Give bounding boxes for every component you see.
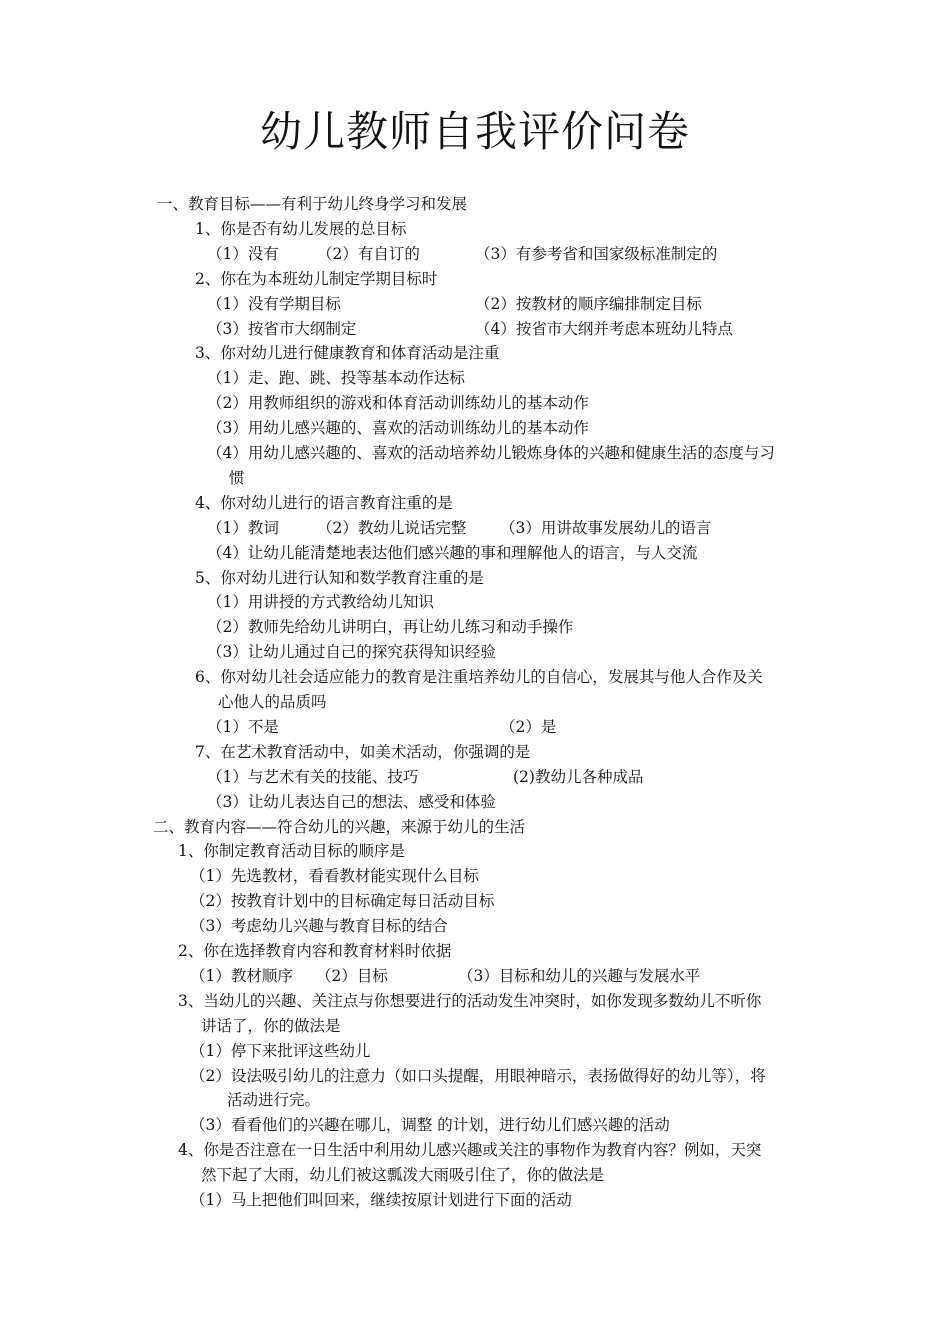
line-text: 7、在艺术教育活动中，如美术活动，你强调的是 — [195, 742, 531, 761]
text-line — [207, 242, 930, 267]
line-text: 2、你在选择教育内容和教育材料时依据 — [178, 942, 452, 960]
line-text: 2、你在为本班幼儿制定学期目标时 — [195, 269, 438, 288]
line-text: （2）设法吸引幼儿的注意力（如口头提醒，用眼神暗示，表扬做得好的幼儿等），将 — [190, 1066, 766, 1085]
text-line — [190, 914, 930, 939]
line-text: 二、教育内容——符合幼儿的兴趣，来源于幼儿的生活 — [153, 817, 526, 836]
text-line — [207, 391, 930, 416]
text-line — [229, 466, 930, 491]
line-text: 1、你是否有幼儿发展的总目标 — [195, 219, 407, 238]
option-text: （3）用讲故事发展幼儿的语言 — [500, 518, 712, 537]
line-text: 讲话了，你的做法是 — [201, 1016, 341, 1035]
text-line — [195, 217, 930, 242]
option-text: （2）按教材的顺序编排制定目标 — [475, 294, 702, 313]
text-line — [195, 740, 930, 765]
option-text: （3）目标和幼儿的兴趣与发展水平 — [458, 966, 701, 985]
line-text: （1）不是 — [207, 717, 279, 736]
text-line — [178, 939, 930, 964]
line-text: 活动进行完。 — [227, 1091, 321, 1110]
text-line — [190, 1113, 930, 1138]
option-text: （2）教幼儿说话完整 — [317, 518, 467, 537]
line-text: （3）看看他们的兴趣在哪儿，调整 的计划，进行幼儿们感兴趣的活动 — [190, 1116, 670, 1135]
text-line — [207, 590, 930, 615]
text-line — [190, 889, 930, 914]
text-line — [195, 566, 930, 591]
line-text: （1）先选教材，看看教材能实现什么目标 — [190, 867, 479, 886]
line-text: 一、教育目标——有利于幼儿终身学习和发展 — [157, 195, 468, 213]
line-text: 3、当幼儿的兴趣、关注点与你想要进行的活动发生冲突时，如你发现多数幼儿不听你 — [178, 991, 762, 1010]
text-line — [178, 989, 930, 1014]
line-text: 5、你对幼儿进行认知和数学教育注重的是 — [195, 568, 484, 587]
text-line — [153, 815, 930, 840]
line-text: 6、你对幼儿社会适应能力的教育是注重培养幼儿的自信心，发展其与他人合作及关 — [195, 668, 763, 687]
text-line — [190, 1188, 930, 1213]
text-line — [207, 292, 930, 317]
line-text: 4、你是否注意在一日生活中利用幼儿感兴趣或关注的事物作为教育内容？例如，天突 — [178, 1141, 762, 1160]
text-line — [178, 1138, 930, 1163]
line-text: （2）教师先给幼儿讲明白，再让幼儿练习和动手操作 — [207, 618, 574, 637]
text-line — [190, 1039, 930, 1064]
text-line — [207, 441, 930, 466]
option-text: （2）目标 — [316, 966, 388, 985]
option-text: （3）有参考省和国家级标准制定的 — [475, 244, 718, 263]
line-text: （4）用幼儿感兴趣的、喜欢的活动培养幼儿锻炼身体的兴趣和健康生活的态度与习 — [207, 444, 775, 462]
text-line — [207, 416, 930, 441]
text-line — [195, 491, 930, 516]
page-title: 幼儿教师自我评价问卷 — [259, 107, 690, 156]
line-text: （3）让幼儿表达自己的想法、感受和体验 — [207, 792, 496, 811]
line-text: 惯 — [229, 468, 245, 487]
option-text: (2)教幼儿各种成品 — [513, 767, 644, 786]
line-text: （3）按省市大纲制定 — [207, 319, 357, 338]
line-text: （1）马上把他们叫回来，继续按原计划进行下面的活动 — [190, 1191, 572, 1209]
text-line — [190, 1064, 930, 1089]
option-text: （2）有自订的 — [317, 244, 420, 263]
line-text: （1）与艺术有关的技能、技巧 — [207, 767, 419, 786]
text-line — [218, 690, 930, 715]
text-line — [207, 317, 930, 342]
line-text: 心他人的品质吗 — [218, 693, 327, 711]
line-text: （3）用幼儿感兴趣的、喜欢的活动训练幼儿的基本动作 — [207, 419, 589, 438]
line-text: （1）走、跑、跳、投等基本动作达标 — [207, 369, 465, 388]
line-text: 3、你对幼儿进行健康教育和体育活动是注重 — [195, 344, 500, 363]
line-text: （1）没有学期目标 — [207, 294, 341, 313]
text-line — [207, 366, 930, 391]
text-line — [227, 1088, 930, 1113]
text-line — [195, 267, 930, 292]
line-text: （1）教材顺序 — [190, 966, 293, 985]
line-text: （2）按教育计划中的目标确定每日活动目标 — [190, 892, 495, 911]
text-line — [201, 1163, 930, 1188]
text-line — [157, 192, 930, 217]
text-line — [190, 964, 930, 989]
text-line — [207, 541, 930, 566]
line-text: （2）用教师组织的游戏和体育活动训练幼儿的基本动作 — [207, 394, 589, 413]
line-text: （1）教词 — [207, 518, 279, 537]
line-text: 然下起了大雨，幼儿们被这瓢泼大雨吸引住了，你的做法是 — [201, 1166, 605, 1185]
text-line — [178, 839, 930, 864]
option-text: （4）按省市大纲并考虑本班幼儿特点 — [475, 319, 733, 338]
text-line — [207, 615, 930, 640]
line-text: （3）让幼儿通过自己的探究获得知识经验 — [207, 643, 496, 662]
line-text: 1、你制定教育活动目标的顺序是 — [178, 842, 405, 861]
text-line — [195, 341, 930, 366]
text-line — [207, 790, 930, 815]
line-text: （1）用讲授的方式教给幼儿知识 — [207, 593, 434, 612]
line-text: （3）考虑幼儿兴趣与教育目标的结合 — [190, 917, 448, 936]
text-line — [207, 715, 930, 740]
line-text: （1）停下来批评这些幼儿 — [190, 1041, 371, 1060]
text-line — [195, 665, 930, 690]
text-line — [190, 864, 930, 889]
text-line — [207, 516, 930, 541]
line-text: （4）让幼儿能清楚地表达他们感兴趣的事和理解他人的语言，与人交流 — [207, 543, 698, 562]
option-text: （2）是 — [500, 717, 557, 736]
text-line — [207, 765, 930, 790]
line-text: 4、你对幼儿进行的语言教育注重的是 — [195, 493, 453, 512]
line-text: （1）没有 — [207, 244, 279, 263]
text-line — [207, 640, 930, 665]
text-line — [201, 1014, 930, 1039]
